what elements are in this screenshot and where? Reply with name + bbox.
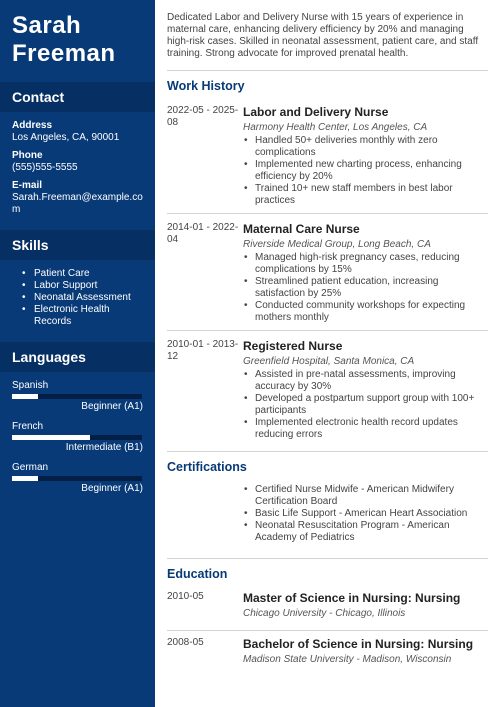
job-bullet: • Conducted community workshops for expecting mothers monthly: [243, 300, 488, 324]
email-label: E-mail: [12, 180, 43, 191]
language-name: French: [12, 421, 44, 432]
job-dates: 2022-05 - 2025-08: [167, 105, 239, 128]
job-entry: [167, 213, 488, 324]
certifications-heading: Certifications: [167, 451, 488, 482]
education-school: Chicago University - Chicago, Illinois: [243, 608, 406, 619]
education-date: 2010-05: [167, 591, 204, 602]
address-value: Los Angeles, CA, 90001: [12, 132, 120, 143]
job-bullet: • Implemented new charting process, enhancing efficiency by 20%: [243, 159, 488, 183]
job-entry: [167, 330, 488, 441]
job-bullets: [243, 135, 488, 207]
job-bullets: [243, 369, 488, 441]
languages-heading: Languages: [0, 342, 155, 372]
phone-label: Phone: [12, 150, 43, 161]
contact-section: [0, 112, 155, 216]
language-bar-fill: [12, 476, 38, 481]
certification-item: • Certified Nurse Midwife - American Midwifery Certification Board: [243, 484, 488, 508]
address-label: Address: [12, 120, 53, 131]
education-school: Madison State University - Madison, Wisconsin: [243, 654, 452, 665]
first-name: Sarah: [12, 12, 82, 39]
language-bar: [12, 435, 142, 440]
language-bar-fill: [12, 394, 38, 399]
language-level: Beginner (A1): [81, 483, 143, 494]
languages-section: [0, 372, 155, 495]
education-date: 2008-05: [167, 637, 204, 648]
job-entry: [167, 101, 488, 207]
work-history-heading: Work History: [167, 70, 488, 101]
email-value: Sarah.Freeman@example.com: [12, 192, 143, 215]
professional-summary: Dedicated Labor and Delivery Nurse with 15 years of experience in maternal care, enhancing delivery efficiency by 20% and managing high-risk cases. Skilled in neonatal assessment, patient care, and staff training. Strong advocate for improved prenatal health.: [167, 12, 479, 59]
job-bullet: • Developed a postpartum support group with 100+ participants: [243, 393, 488, 417]
language-item: [12, 421, 155, 454]
phone-value: (555)555-5555: [12, 162, 78, 173]
language-level: Beginner (A1): [81, 401, 143, 412]
education-degree: Bachelor of Science in Nursing: Nursing: [243, 637, 474, 651]
language-level: Intermediate (B1): [65, 442, 143, 453]
language-item: [12, 462, 155, 495]
skill-item: • Neonatal Assessment: [22, 292, 143, 304]
education-entry: [167, 630, 488, 666]
skills-section: [0, 260, 155, 328]
education-entry: [167, 589, 488, 620]
main-content: [167, 0, 488, 676]
job-bullet: • Implemented electronic health record updates reducing errors: [243, 417, 488, 441]
last-name: Freeman: [12, 40, 116, 67]
skills-heading: Skills: [0, 230, 155, 260]
language-item: [12, 380, 155, 413]
language-name: Spanish: [12, 380, 49, 391]
education-heading: Education: [167, 558, 488, 589]
job-employer: Riverside Medical Group, Long Beach, CA: [243, 239, 431, 250]
job-bullet: • Assisted in pre-natal assessments, improving accuracy by 30%: [243, 369, 488, 393]
certification-item: • Basic Life Support - American Heart Association: [243, 508, 488, 520]
job-title: Registered Nurse: [243, 339, 343, 353]
language-name: German: [12, 462, 49, 473]
language-bar: [12, 394, 142, 399]
job-bullet: • Handled 50+ deliveries monthly with zero complications: [243, 135, 488, 159]
job-title: Labor and Delivery Nurse: [243, 105, 389, 119]
job-employer: Harmony Health Center, Los Angeles, CA: [243, 122, 428, 133]
education-degree: Master of Science in Nursing: Nursing: [243, 591, 461, 605]
language-bar-fill: [12, 435, 90, 440]
certifications-list: [243, 482, 488, 544]
job-bullets: [243, 252, 488, 324]
skill-item: • Electronic Health Records: [22, 304, 143, 328]
skills-list: [12, 268, 143, 328]
job-bullet: • Trained 10+ new staff members in best labor practices: [243, 183, 488, 207]
skill-item: • Labor Support: [22, 280, 143, 292]
job-dates: 2010-01 - 2013-12: [167, 339, 239, 362]
job-bullet: • Streamlined patient education, increasing satisfaction by 25%: [243, 276, 488, 300]
sidebar: [0, 0, 155, 707]
job-employer: Greenfield Hospital, Santa Monica, CA: [243, 356, 415, 367]
job-bullet: • Managed high-risk pregnancy cases, reducing complications by 15%: [243, 252, 488, 276]
job-title: Maternal Care Nurse: [243, 222, 360, 236]
job-dates: 2014-01 - 2022-04: [167, 222, 239, 245]
candidate-name: [0, 0, 155, 68]
contact-heading: Contact: [0, 82, 155, 112]
certification-item: • Neonatal Resuscitation Program - American Academy of Pediatrics: [243, 520, 488, 544]
language-bar: [12, 476, 142, 481]
skill-item: • Patient Care: [22, 268, 143, 280]
